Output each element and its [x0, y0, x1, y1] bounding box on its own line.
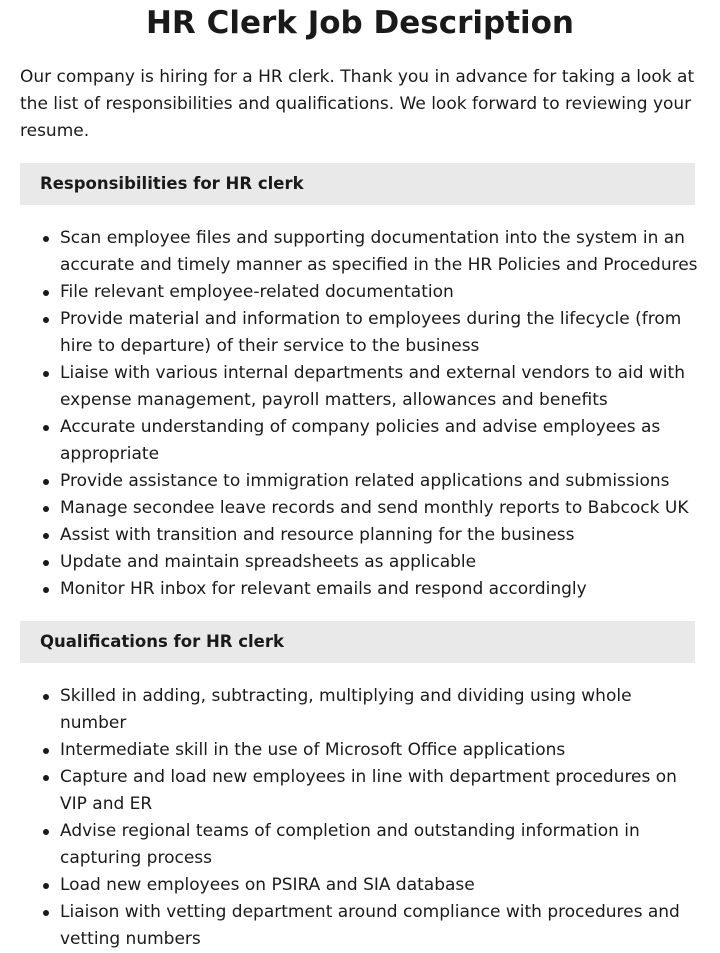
intro-paragraph: Our company is hiring for a HR clerk. Thank you in advance for taking a look at the list of responsibilities and qualifications. We look forward to reviewing your resume. [20, 67, 695, 141]
responsibilities-list [0, 225, 720, 603]
list-item: Provide assistance to immigration related applications and submissions [60, 468, 698, 495]
list-item: Skilled in adding, subtracting, multiplying and dividing using whole number [60, 683, 698, 737]
list-item: Liaison with vetting department around compliance with procedures and vetting numbers [60, 899, 698, 953]
list-item: Intermediate skill in the use of Microsoft Office applications [60, 737, 698, 764]
list-item: Scan employee files and supporting documentation into the system in an accurate and timely manner as specified in the HR Policies and Procedures [60, 225, 698, 279]
list-item: Accurate understanding of company policies and advise employees as appropriate [60, 414, 698, 468]
list-item: Provide material and information to employees during the lifecycle (from hire to departure) of their service to the business [60, 306, 698, 360]
list-item: File relevant employee-related documentation [60, 279, 698, 306]
list-item: Update and maintain spreadsheets as applicable [60, 549, 698, 576]
list-item: Capture and load new employees in line with department procedures on VIP and ER [60, 764, 698, 818]
qualifications-list [0, 683, 720, 953]
list-item: Load new employees on PSIRA and SIA database [60, 872, 698, 899]
list-item: Liaise with various internal departments and external vendors to aid with expense management, payroll matters, allowances and benefits [60, 360, 698, 414]
list-item: Assist with transition and resource planning for the business [60, 522, 698, 549]
list-item: Advise regional teams of completion and outstanding information in capturing process [60, 818, 698, 872]
page-title: HR Clerk Job Description [145, 5, 575, 41]
list-item: Monitor HR inbox for relevant emails and respond accordingly [60, 576, 698, 603]
qualifications-heading: Qualifications for HR clerk [20, 621, 695, 663]
list-item: Manage secondee leave records and send monthly reports to Babcock UK [60, 495, 698, 522]
responsibilities-heading: Responsibilities for HR clerk [20, 163, 695, 205]
